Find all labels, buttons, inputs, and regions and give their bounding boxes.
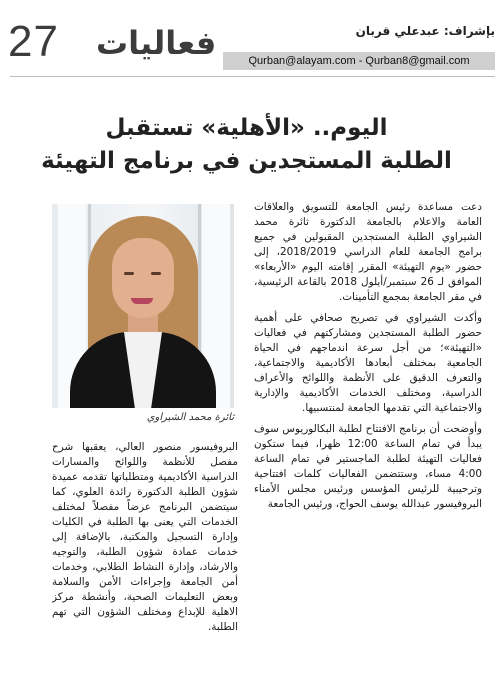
headline-line-2: الطلبة المستجدين في برنامج التهيئة <box>41 148 452 174</box>
portrait-photo <box>52 204 234 408</box>
article-paragraph: وأوضحت أن برنامج الافتتاح لطلبة البكالوريوس سوف يبدأ في تمام الساعة 12:00 ظهرا، فيما ستكون فعاليات التهيئة لطلبة الماجستير في تمام الساعة 4:00 مساء، وستتضمن الفعاليات كلمات افتتاحية وترحيبية للرئيس المؤسس ورئيس مجلس الأمناء البروفيسور عبدالله يوسف الحواج، ورئيس الجامعة <box>254 423 482 510</box>
page-number: 27 <box>8 17 59 66</box>
article-headline <box>20 112 473 178</box>
article-paragraph: دعت مساعدة رئيس الجامعة للتسويق والعلاقات العامة والاعلام بالجامعة الدكتورة ثائرة محمد الشيراوي الطلبة المستجدين المقبولين في جميع برامج الجامعة للعام الدراسي 2018/2019، إلى حضور «يوم التهيئة» المقرر إقامته اليوم «الأربعاء» الموافق لـ 26 سبتمبر/أيلول 2018 بالقاعة الرئيسية، في مقر الجامعة بمجمع التأمينات. <box>254 201 482 303</box>
contact-emails: Qurban@alayam.com - Qurban8@gmail.com <box>223 52 495 70</box>
photo-caption: ثائرة محمد الشيراوي <box>146 412 234 423</box>
header-divider <box>10 76 495 77</box>
headline-line-1: اليوم.. «الأهلية» تستقبل <box>105 115 388 141</box>
article-paragraph: البروفيسور منصور العالي، يعقبها شرح مفصل للأنظمة واللوائح والمسارات الدراسية الأكاديمية ومتطلباتها تقدمه عميدة شؤون الطلبة الدكتورة رائدة العلوي، كما سيتضمن البرنامج عرضاً مفصلاً لمختلف الخدمات التي يعنى بها الطلبة في الكليات وإدارة التسجيل والمكتبة، بالإضافة إلى خدمات عمادة شؤون الطلبة، والتوجيه والارشاد، وإدارة النشاط الطلابي، وخدمات أمن الجامعة وإجراءات الأمن والسلامة وبعض التعليمات الصحية، وأنشطة مركز الاهلية للإبداع ومختلف الشؤون التي تهم الطلبة. <box>52 441 238 633</box>
article-paragraph: وأكدت الشيراوي في تصريح صحافي على أهمية حضور الطلبة المستجدين ومشاركتهم في فعاليات «التهيئة»؛ من أجل سرعة اندماجهم في الحياة الجامعية بمختلف أبعادها الأكاديمية والاجتماعية، والتعرف الدقيق على الأنظمة واللوائح والأعراف الدراسية، ومختلف الخدمات الأكاديمية والإدارية والاجتماعية التي تقدمها الجامعة لمنتسبيها. <box>254 312 482 414</box>
supervisor-credit: بإشراف: عبدعلي قربان <box>355 24 495 38</box>
article-left-column <box>52 440 238 692</box>
article-right-column <box>254 200 482 692</box>
section-title: فعاليات <box>96 24 217 62</box>
